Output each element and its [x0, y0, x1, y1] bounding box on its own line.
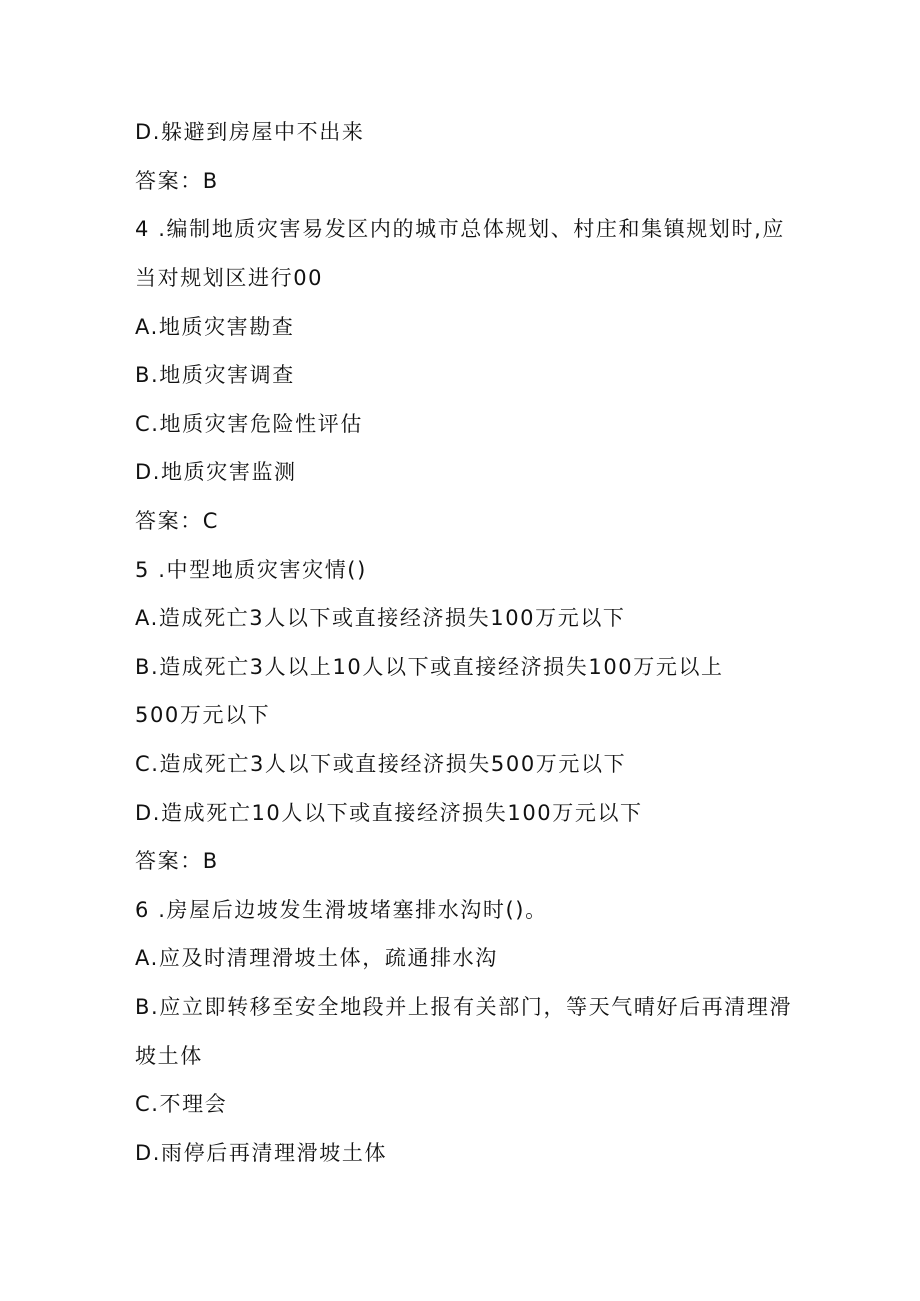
- option-b-q5-line-2: 500万元以下: [135, 703, 271, 727]
- option-b-q6-line-1: B.应立即转移至安全地段并上报有关部门，等天气晴好后再清理滑: [135, 995, 793, 1019]
- option-b-q6-line-2: 坡土体: [135, 1044, 203, 1068]
- answer-q3: 答案：B: [135, 169, 219, 193]
- option-b-q5-line-1: B.造成死亡3人以上10人以下或直接经济损失100万元以上: [135, 655, 724, 679]
- option-b-q4: B.地质灾害调查: [135, 363, 295, 387]
- option-d-q3: D.躲避到房屋中不出来: [135, 120, 365, 144]
- option-c-q6: C.不理会: [135, 1092, 228, 1116]
- option-d-q4: D.地质灾害监测: [135, 460, 297, 484]
- answer-q4: 答案：C: [135, 509, 220, 533]
- option-a-q4: A.地质灾害勘查: [135, 315, 295, 339]
- question-4-line-2: 当对规划区进行00: [135, 266, 324, 290]
- option-a-q5: A.造成死亡3人以下或直接经济损失100万元以下: [135, 606, 626, 630]
- option-c-q4: C.地质灾害危险性评估: [135, 412, 363, 436]
- question-6: 6 .房屋后边坡发生滑坡堵塞排水沟时()。: [135, 898, 548, 922]
- question-5: 5 .中型地质灾害灾情(): [135, 558, 367, 582]
- option-d-q5: D.造成死亡10人以下或直接经济损失100万元以下: [135, 801, 643, 825]
- option-a-q6: A.应及时清理滑坡土体，疏通排水沟: [135, 946, 498, 970]
- option-c-q5: C.造成死亡3人以下或直接经济损失500万元以下: [135, 752, 627, 776]
- question-4-line-1: 4 .编制地质灾害易发区内的城市总体规划、村庄和集镇规划时,应: [135, 217, 785, 241]
- option-d-q6: D.雨停后再清理滑坡土体: [135, 1141, 388, 1165]
- answer-q5: 答案：B: [135, 849, 219, 873]
